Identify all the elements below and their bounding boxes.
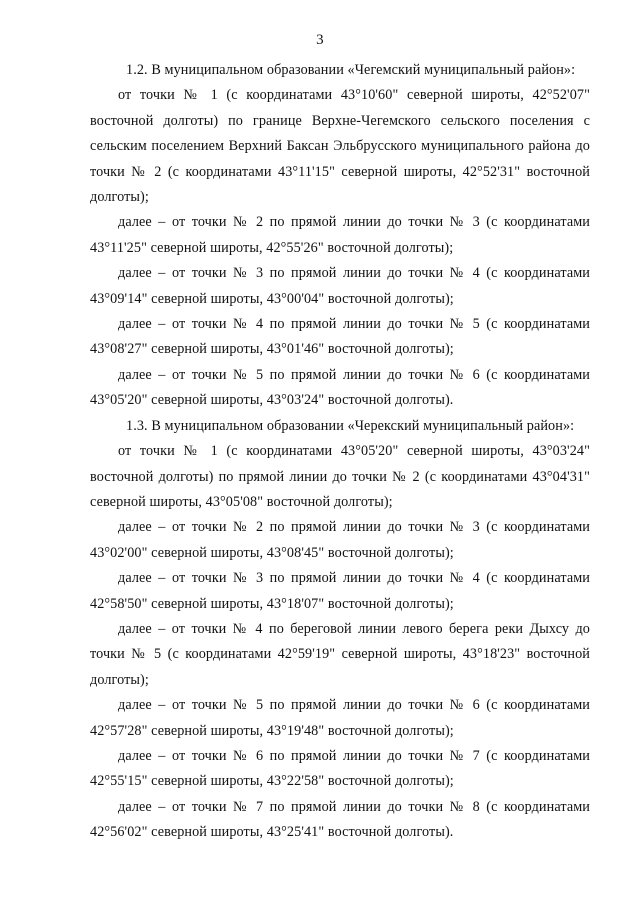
boundary-paragraph: далее – от точки № 5 по прямой линии до точки № 6 (с координатами 43°05'20" северной широты, 43°03'24" восточной долготы). [90,366,590,409]
page-number: 3 [316,32,324,48]
section-heading-1-2: 1.2. В муниципальном образовании «Чегемский муниципальный район»: [126,62,576,78]
boundary-paragraph: далее – от точки № 3 по прямой линии до точки № 4 (с координатами 43°09'14" северной широты, 43°00'04" восточной долготы); [90,265,590,307]
boundary-paragraph: далее – от точки № 5 по прямой линии до точки № 6 (с координатами 42°57'28" северной широты, 43°19'48" восточной долготы); [90,697,590,739]
section-heading-1-3: 1.3. В муниципальном образовании «Черекский муниципальный район»: [126,417,575,434]
boundary-paragraph: от точки № 1 (с координатами 43°05'20" северной широты, 43°03'24" восточной долготы) по прямой линии до точки № 2 (с координатами 43°04'31" северной широты, 43°05'08" восточной долготы); [90,443,590,510]
document-body [90,58,590,846]
boundary-paragraph: далее – от точки № 7 по прямой линии до точки № 8 (с координатами 42°56'02" северной широты, 43°25'41" восточной долготы). [90,798,590,841]
boundary-paragraph: далее – от точки № 2 по прямой линии до точки № 3 (с координатами 43°11'25" северной широты, 42°55'26" восточной долготы); [90,214,590,256]
boundary-paragraph: далее – от точки № 2 по прямой линии до точки № 3 (с координатами 43°02'00" северной широты, 43°08'45" восточной долготы); [90,519,590,561]
boundary-paragraph: от точки № 1 (с координатами 43°10'60" северной широты, 42°52'07" восточной долготы) по границе Верхне-Чегемского сельского поселения с сельским поселением Верхний Баксан Эльбрусского муниципального района до точки № 2 (с координатами 43°11'15" северной широты, 42°52'31" восточной долготы); [90,87,590,206]
boundary-paragraph: далее – от точки № 6 по прямой линии до точки № 7 (с координатами 42°55'15" северной широты, 43°22'58" восточной долготы); [90,747,590,790]
boundary-paragraph: далее – от точки № 4 по прямой линии до точки № 5 (с координатами 43°08'27" северной широты, 43°01'46" восточной долготы); [90,316,590,358]
boundary-paragraph: далее – от точки № 3 по прямой линии до точки № 4 (с координатами 42°58'50" северной широты, 43°18'07" восточной долготы); [90,570,590,612]
boundary-paragraph: далее – от точки № 4 по береговой линии левого берега реки Дыхсу до точки № 5 (с координатами 42°59'19" северной широты, 43°18'23" восточной долготы); [90,620,590,688]
